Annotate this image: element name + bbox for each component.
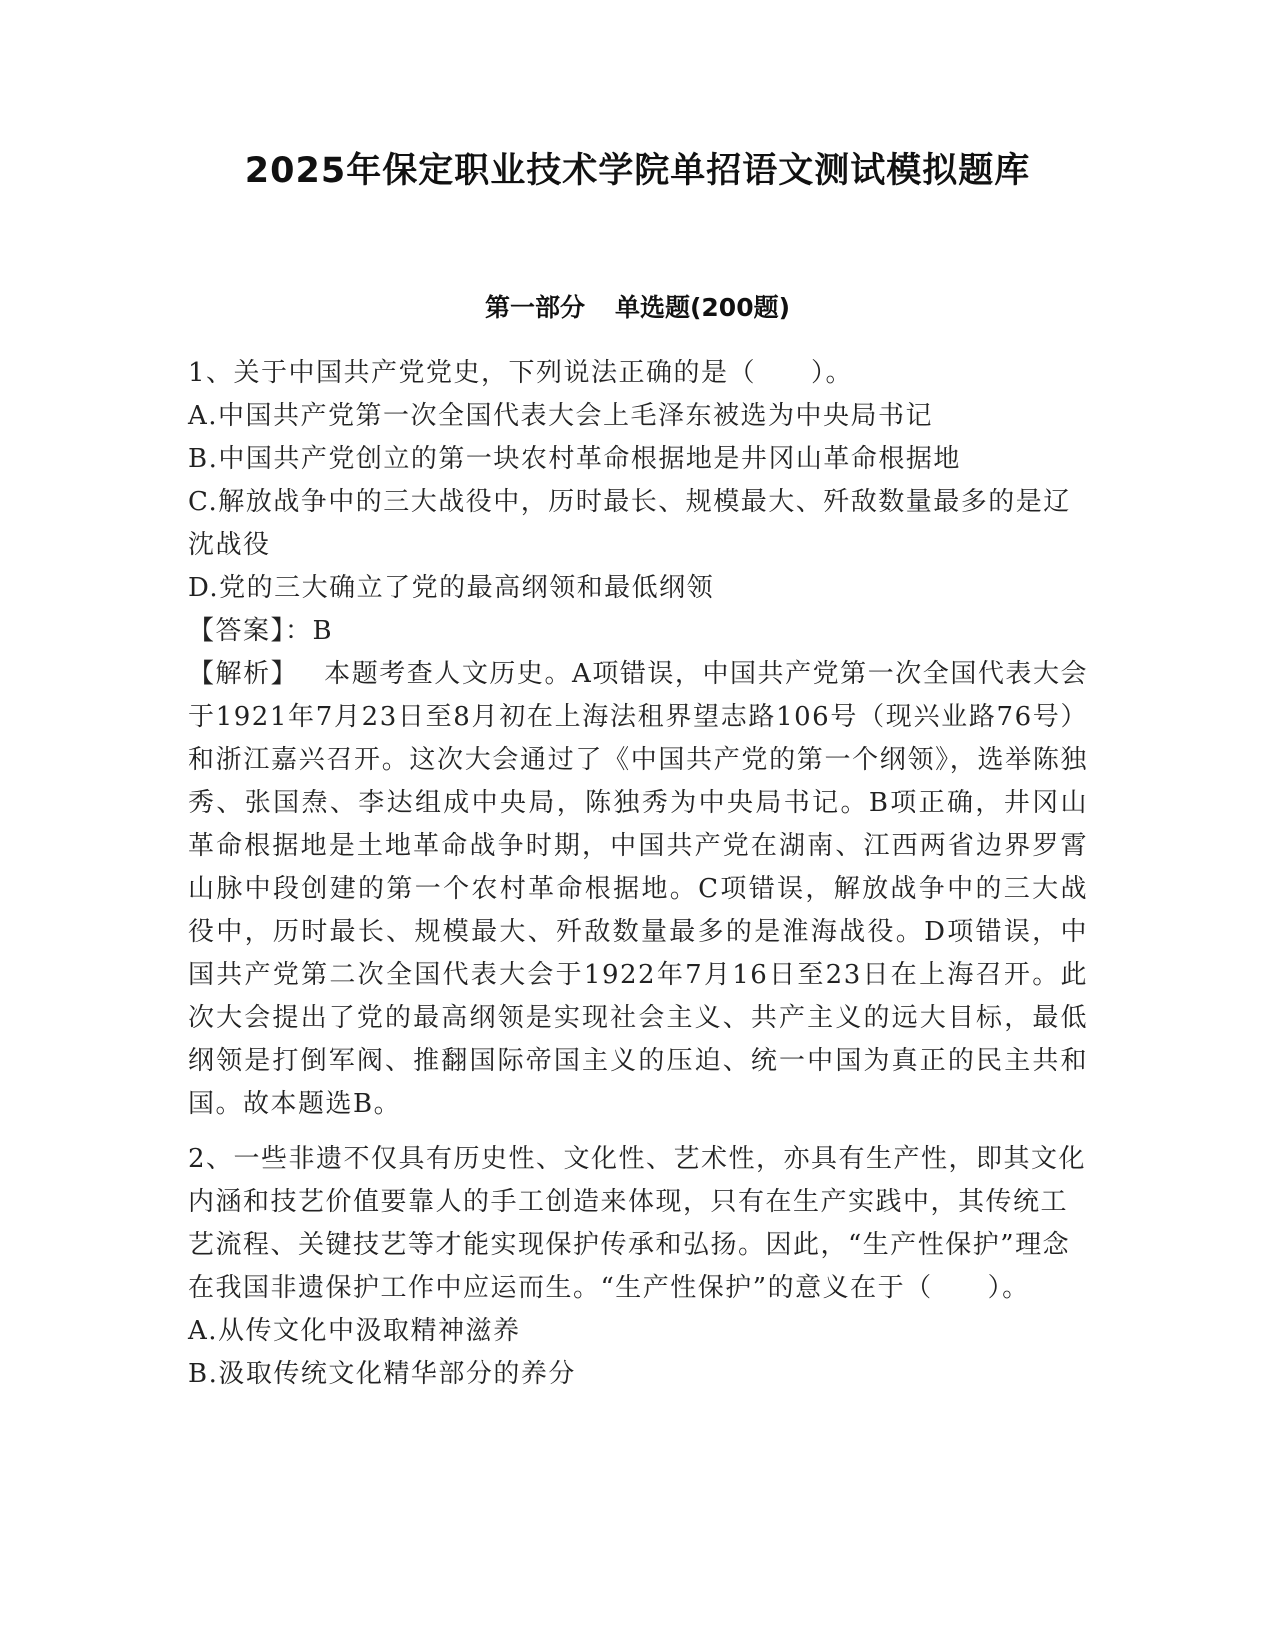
option-b: B.中国共产党创立的第一块农村革命根据地是井冈山革命根据地: [188, 444, 961, 474]
answer-value: B: [312, 616, 334, 646]
question-stem: 2、一些非遗不仅具有历史性、文化性、艺术性，亦具有生产性，即其文化内涵和技艺价值要靠人的手工创造来体现，只有在生产实践中，其传统工艺流程、关键技艺等才能实现保护传承和弘扬。因此，“生产性保护”理念在我国非遗保护工作中应运而生。“生产性保护”的意义在于（ ）。: [188, 1144, 1087, 1303]
answer-label: 【答案】：: [188, 616, 313, 646]
section-name: 单选题(200题): [614, 293, 791, 322]
option-b: B.汲取传统文化精华部分的养分: [188, 1359, 576, 1389]
option-d: D.党的三大确立了党的最高纲领和最低纲领: [188, 573, 715, 603]
question-1: [188, 352, 1088, 1126]
section-heading: [0, 290, 1275, 326]
analysis-text: 本题考查人文历史。A项错误，中国共产党第一次全国代表大会于1921年7月23日至8月初在上海法租界望志路106号（现兴业路76号）和浙江嘉兴召开。这次大会通过了《中国共产党的第一个纲领》，选举陈独秀、张国焘、李达组成中央局，陈独秀为中央局书记。B项正确，井冈山革命根据地是土地革命战争时期，中国共产党在湖南、江西两省边界罗霄山脉中段创建的第一个农村革命根据地。C项错误，解放战争中的三大战役中，历时最长、规模最大、歼敌数量最多的是淮海战役。D项错误，中国共产党第二次全国代表大会于1922年7月16日至23日在上海召开。此次大会提出了党的最高纲领是实现社会主义、共产主义的远大目标，最低纲领是打倒军阀、推翻国际帝国主义的压迫、统一中国为真正的民主共和国。故本题选B。: [188, 659, 1088, 1119]
option-a: A.从传文化中汲取精神滋养: [188, 1316, 521, 1346]
question-list: [188, 352, 1088, 1396]
question-stem: 1、关于中国共产党党史，下列说法正确的是（ ）。: [188, 358, 854, 388]
option-a: A.中国共产党第一次全国代表大会上毛泽东被选为中央局书记: [188, 401, 934, 431]
question-2: [188, 1138, 1088, 1396]
analysis-label: 【解析】: [188, 659, 299, 689]
document-title: 2025年保定职业技术学院单招语文测试模拟题库: [244, 151, 1031, 191]
option-c: C.解放战争中的三大战役中，历时最长、规模最大、歼敌数量最多的是辽沈战役: [188, 487, 1071, 560]
analysis-paragraph: [188, 653, 1088, 1126]
answer-line: [188, 610, 1088, 653]
section-part: 第一部分: [484, 293, 585, 322]
